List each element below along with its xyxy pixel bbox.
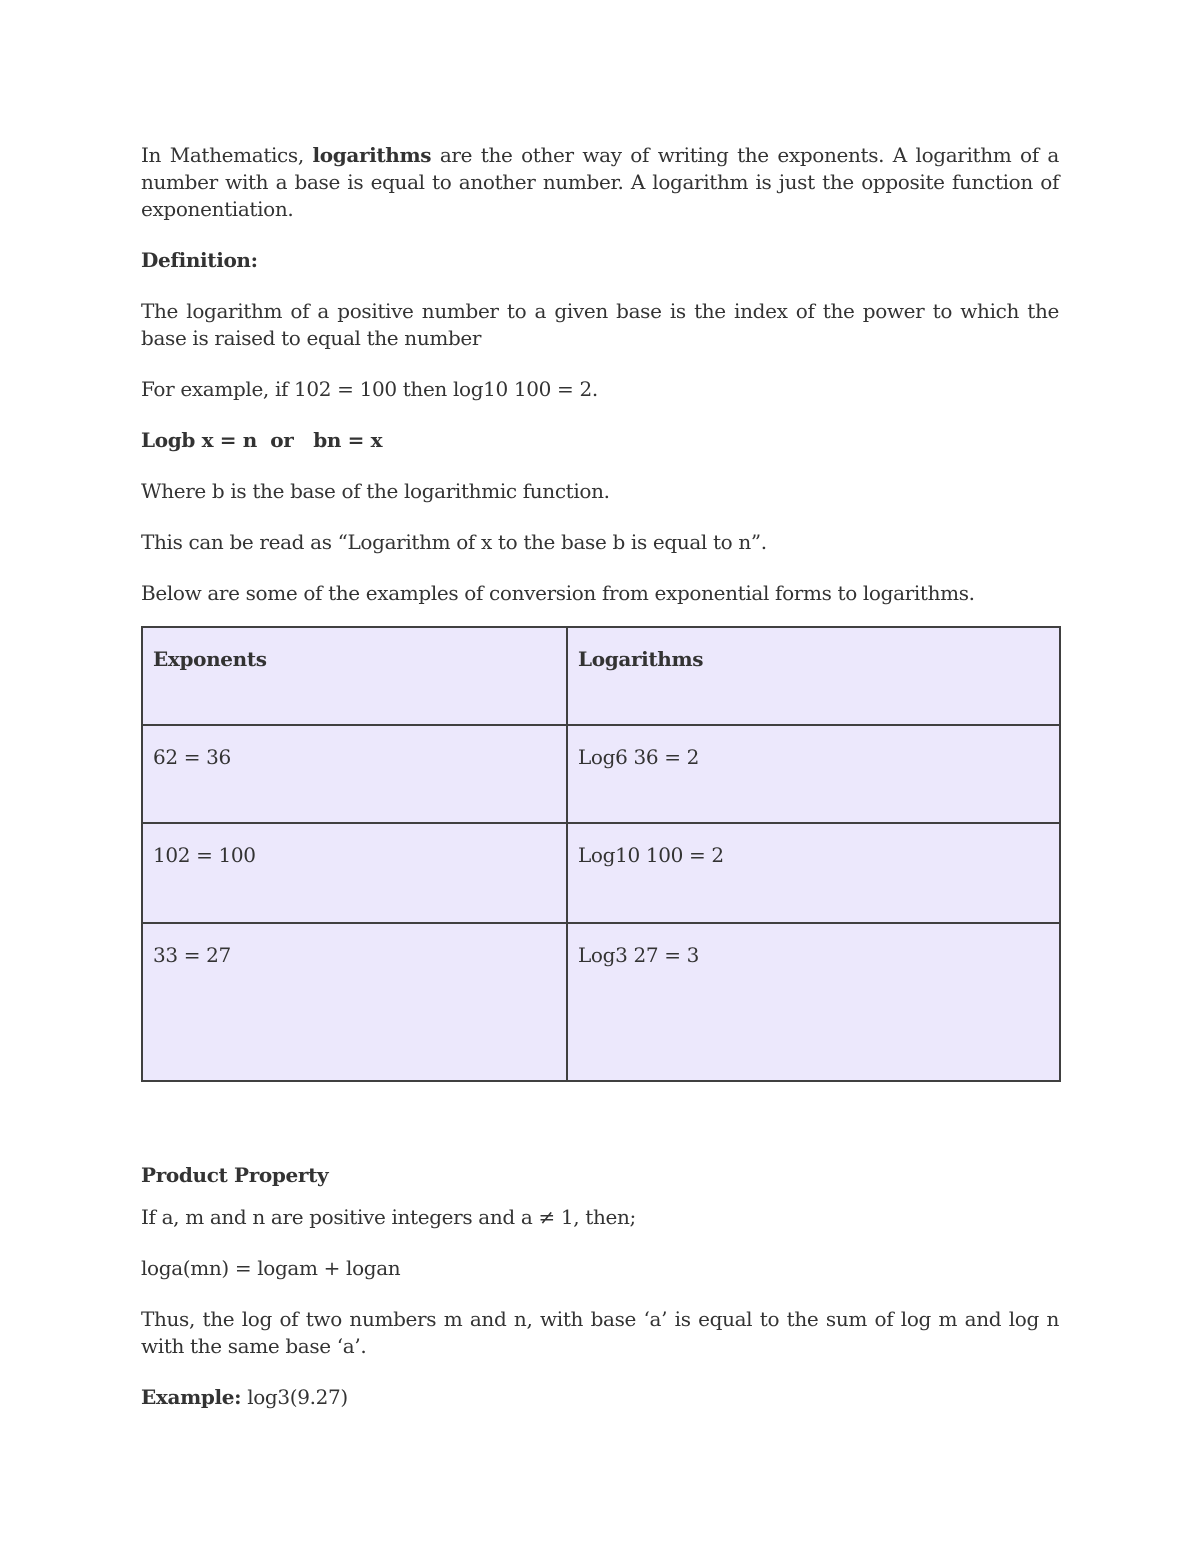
table-row xyxy=(142,725,1060,823)
table-header-exponents: Exponents xyxy=(142,627,567,725)
table-cell-exponent: 62 = 36 xyxy=(142,725,567,823)
intro-pre: In Mathematics, xyxy=(141,143,313,167)
table-row xyxy=(142,923,1060,1081)
where-text: Where b is the base of the logarithmic function. xyxy=(141,479,610,503)
product-heading: Product Property xyxy=(141,1163,329,1187)
example-text: For example, if 102 = 100 then log10 100 = 2. xyxy=(141,377,598,401)
below-text: Below are some of the examples of conversion from exponential forms to logarithms. xyxy=(141,581,975,605)
table-cell-exponent: 102 = 100 xyxy=(142,823,567,923)
definition-text: The logarithm of a positive number to a given base is the index of the power to which the base is raised to equal the number xyxy=(141,299,1059,350)
example-value: log3(9.27) xyxy=(241,1385,348,1409)
intro-paragraph xyxy=(141,142,1059,223)
example-line xyxy=(141,1384,1059,1411)
table-cell-logarithm: Log3 27 = 3 xyxy=(567,923,1060,1081)
log-formula: Logb x = n or bn = x xyxy=(141,428,383,452)
table-cell-exponent: 33 = 27 xyxy=(142,923,567,1081)
table-cell-logarithm: Log10 100 = 2 xyxy=(567,823,1060,923)
product-condition: If a, m and n are positive integers and a ≠ 1, then; xyxy=(141,1205,636,1229)
definition-heading: Definition: xyxy=(141,248,258,272)
document-body xyxy=(141,142,1059,607)
table-header-logarithms: Logarithms xyxy=(567,627,1060,725)
table-row xyxy=(142,823,1060,923)
product-property-section xyxy=(141,1162,1059,1411)
conversion-table xyxy=(141,626,1061,1082)
table-header-row xyxy=(142,627,1060,725)
read-text: This can be read as “Logarithm of x to the base b is equal to n”. xyxy=(141,530,767,554)
intro-post: are the other way of writing the exponents. A logarithm of a number with a base is equal to another number. A logarithm is just the opposite function of exponentiation. xyxy=(141,143,1059,221)
product-formula: loga(mn) = logam + logan xyxy=(141,1256,401,1280)
intro-bold-term: logarithms xyxy=(312,143,432,167)
example-label: Example: xyxy=(141,1385,242,1409)
table-cell-logarithm: Log6 36 = 2 xyxy=(567,725,1060,823)
product-explanation: Thus, the log of two numbers m and n, with base ‘a’ is equal to the sum of log m and log n with the same base ‘a’. xyxy=(141,1307,1059,1358)
